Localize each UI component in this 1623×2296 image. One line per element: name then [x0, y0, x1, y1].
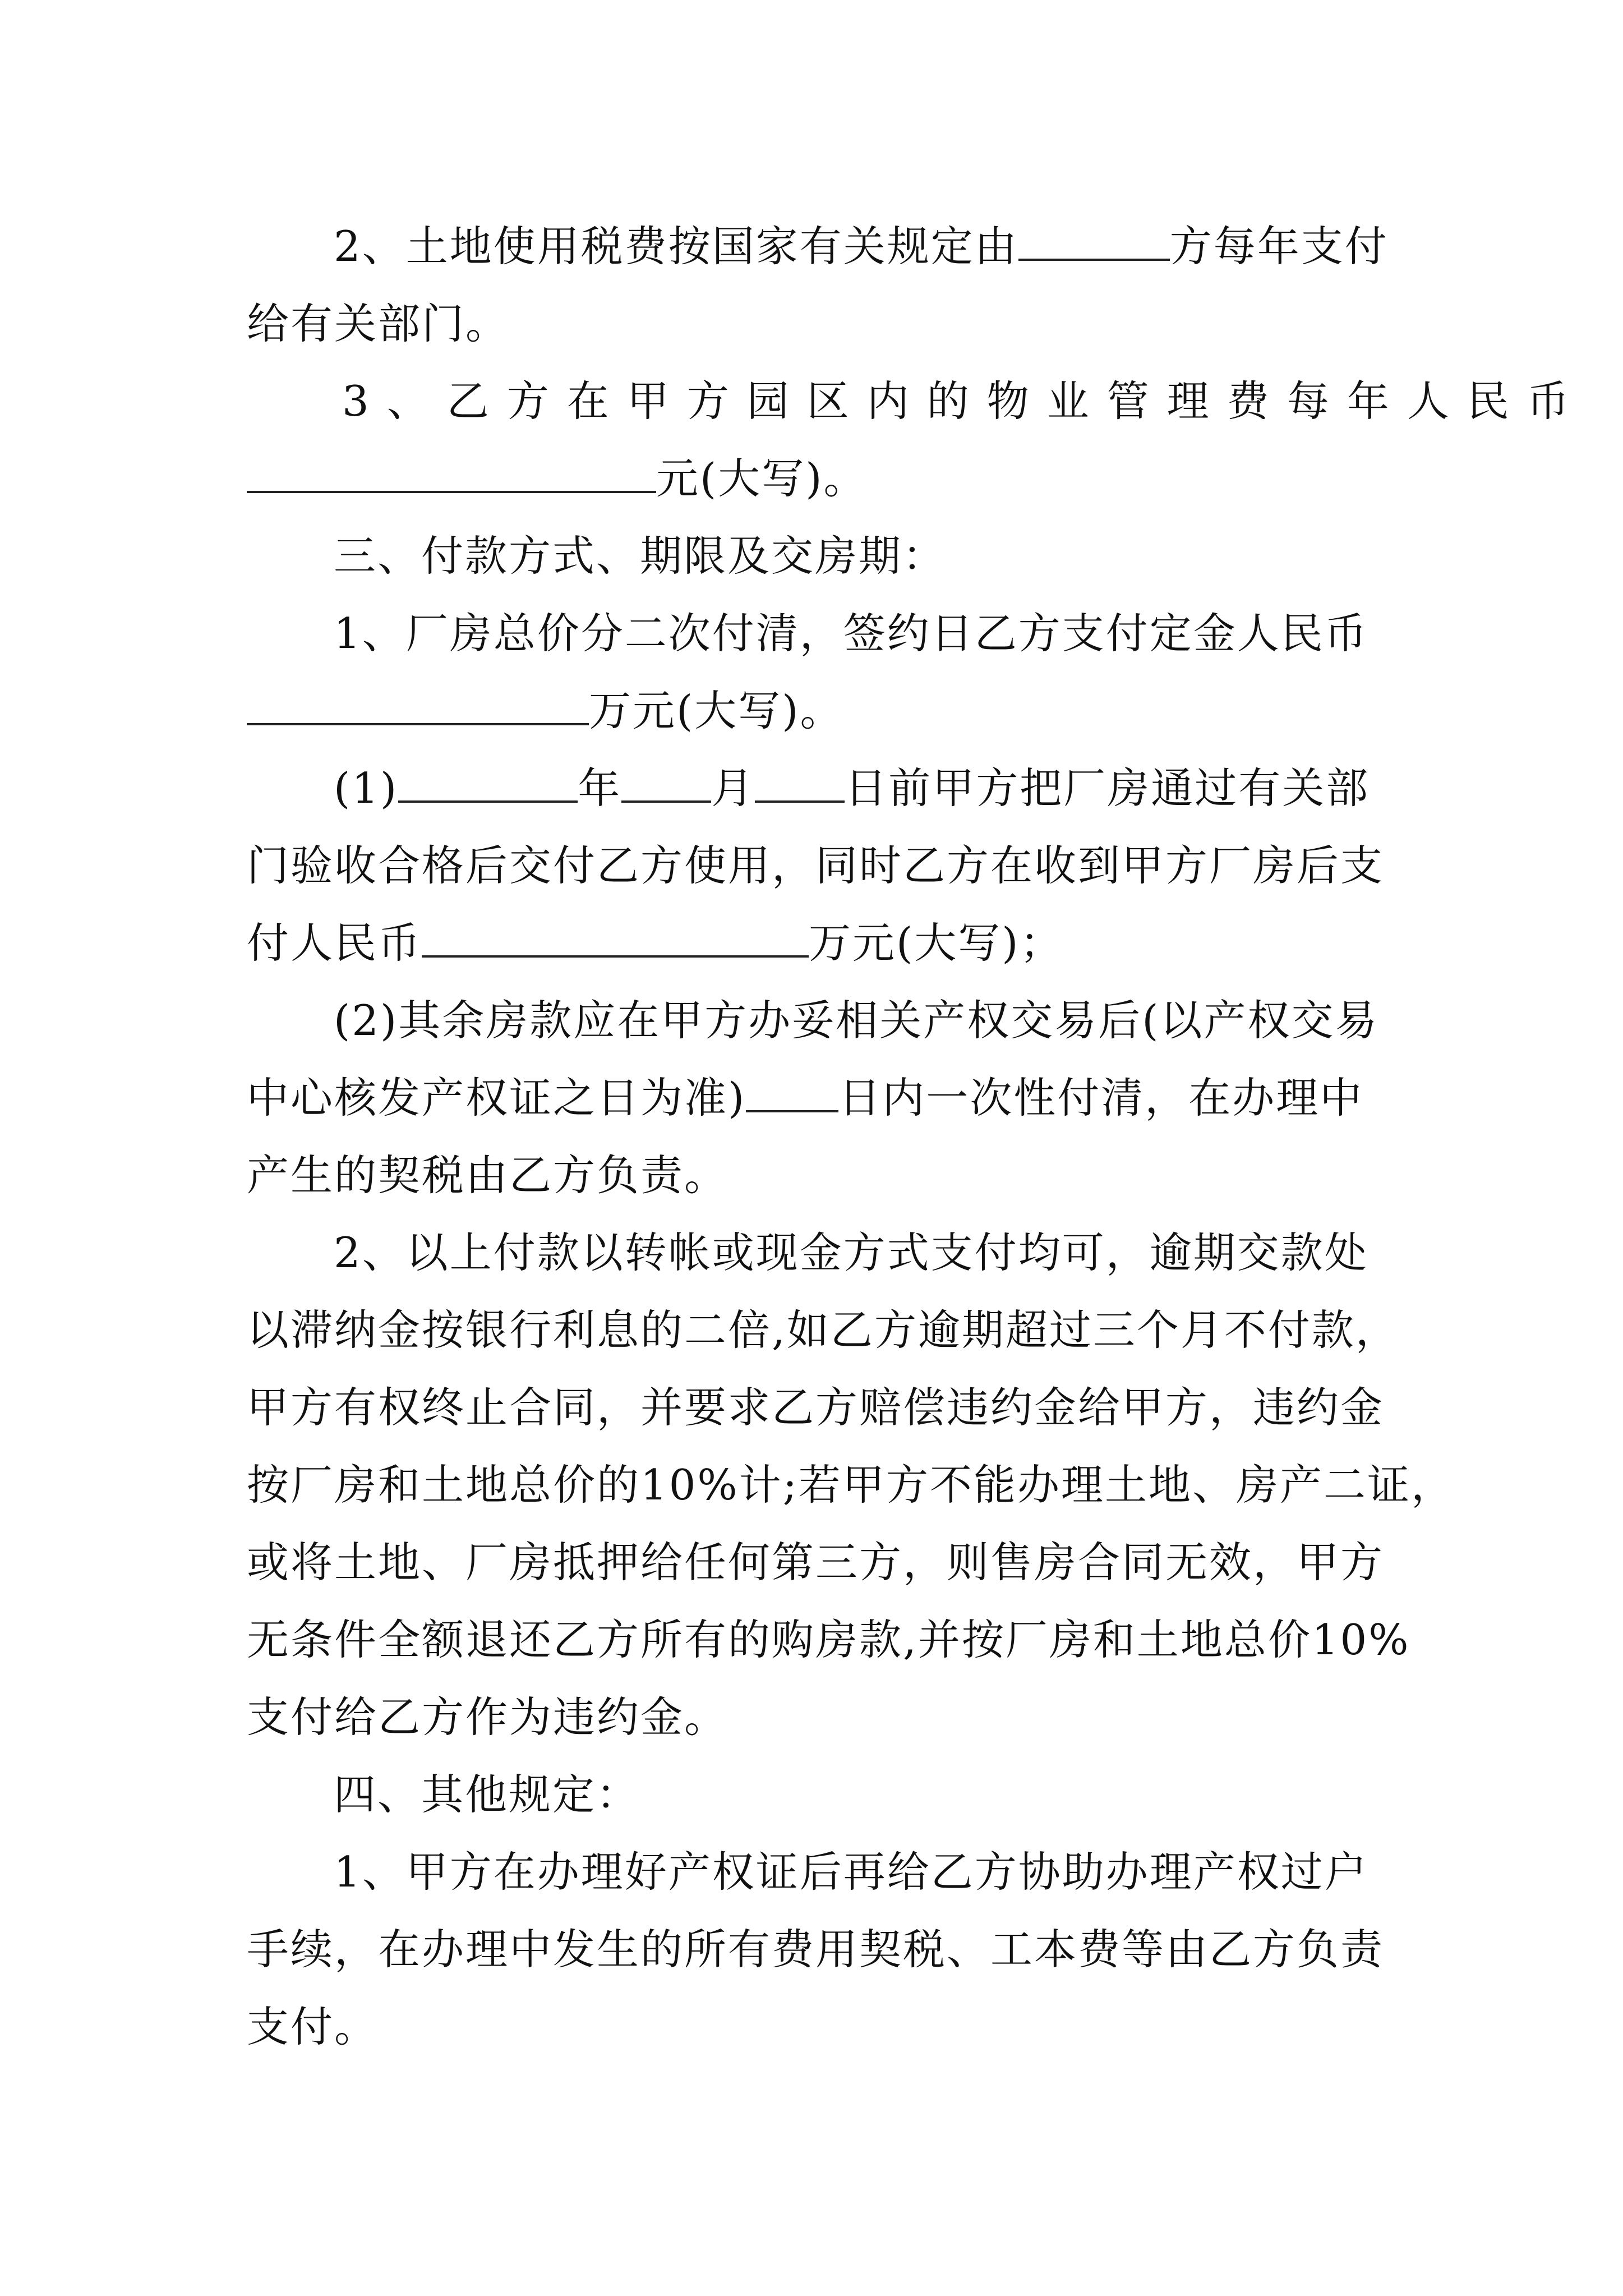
payment-item-2-cont2: 产生的契税由乙方负责。 — [247, 1151, 728, 1200]
deposit-amount-blank[interactable] — [247, 688, 589, 725]
payment-clause-2-line-e: 或将土地、厂房抵押给任何第三方，则售房合同无效，甲方 — [247, 1538, 1385, 1587]
payment-clause-2-line-c: 甲方有权终止合同，并要求乙方赔偿违约金给甲方，违约金 — [247, 1383, 1385, 1432]
payment-clause-1: 1、厂房总价分二次付清，签约日乙方支付定金人民币 — [334, 609, 1368, 658]
payment-item-1: (1) 年 月 日前甲方把厂房通过有关部 — [334, 763, 1370, 813]
day-blank[interactable] — [755, 766, 845, 803]
payment-clause-2: 2、以上付款以转帐或现金方式支付均可，逾期交款处 — [334, 1228, 1368, 1277]
payment-clause-1-cont: 万元(大写)。 — [247, 672, 1385, 749]
second-payment-blank[interactable] — [422, 921, 809, 958]
payment-clause-2-line-b: 以滞纳金按银行利息的二倍,如乙方逾期超过三个月不付款， — [247, 1305, 1399, 1355]
property-fee-blank[interactable] — [247, 456, 656, 493]
payment-clause-2-line-d: 按厂房和土地总价的10%计;若甲方不能办理土地、房产二证， — [247, 1460, 1455, 1510]
days-blank[interactable] — [746, 1075, 838, 1112]
other-clause-1-cont: 手续，在办理中发生的所有费用契税、工本费等由乙方负责 — [247, 1925, 1385, 1974]
other-clause-1-cont2: 支付。 — [247, 2002, 379, 2051]
payment-item-1-cont: 门验收合格后交付乙方使用，同时乙方在收到甲方厂房后支 — [247, 841, 1385, 890]
section-3-heading: 三、付款方式、期限及交房期： — [334, 531, 947, 581]
payment-clause-2-line-g: 支付给乙方作为违约金。 — [247, 1692, 728, 1742]
section-4-heading: 四、其他规定： — [334, 1770, 640, 1819]
clause-3-property-fee-cont: 元(大写)。 — [247, 440, 1385, 517]
year-blank[interactable] — [398, 766, 578, 803]
payment-item-2-cont: 中心核发产权证之日为准) 日内一次性付清，在办理中 — [247, 1073, 1364, 1122]
document-page — [247, 208, 1587, 2065]
month-blank[interactable] — [621, 766, 711, 803]
clause-2-land-tax-cont: 给有关部门。 — [247, 299, 510, 348]
payer-blank[interactable] — [1018, 224, 1170, 261]
other-clause-1: 1、甲方在办理好产权证后再给乙方协助办理产权过户 — [334, 1847, 1368, 1897]
clause-3-property-fee: 3、乙方在甲方园区内的物业管理费每年人民币 — [342, 376, 1587, 426]
payment-clause-2-line-f: 无条件全额退还乙方所有的购房款,并按厂房和土地总价10% — [247, 1615, 1410, 1664]
payment-item-2: (2)其余房款应在甲方办妥相关产权交易后(以产权交易 — [334, 996, 1379, 1045]
clause-2-land-tax: 2、土地使用税费按国家有关规定由 方每年支付 — [334, 222, 1389, 271]
payment-item-1-cont2: 付人民币 万元(大写)； — [247, 918, 1064, 968]
